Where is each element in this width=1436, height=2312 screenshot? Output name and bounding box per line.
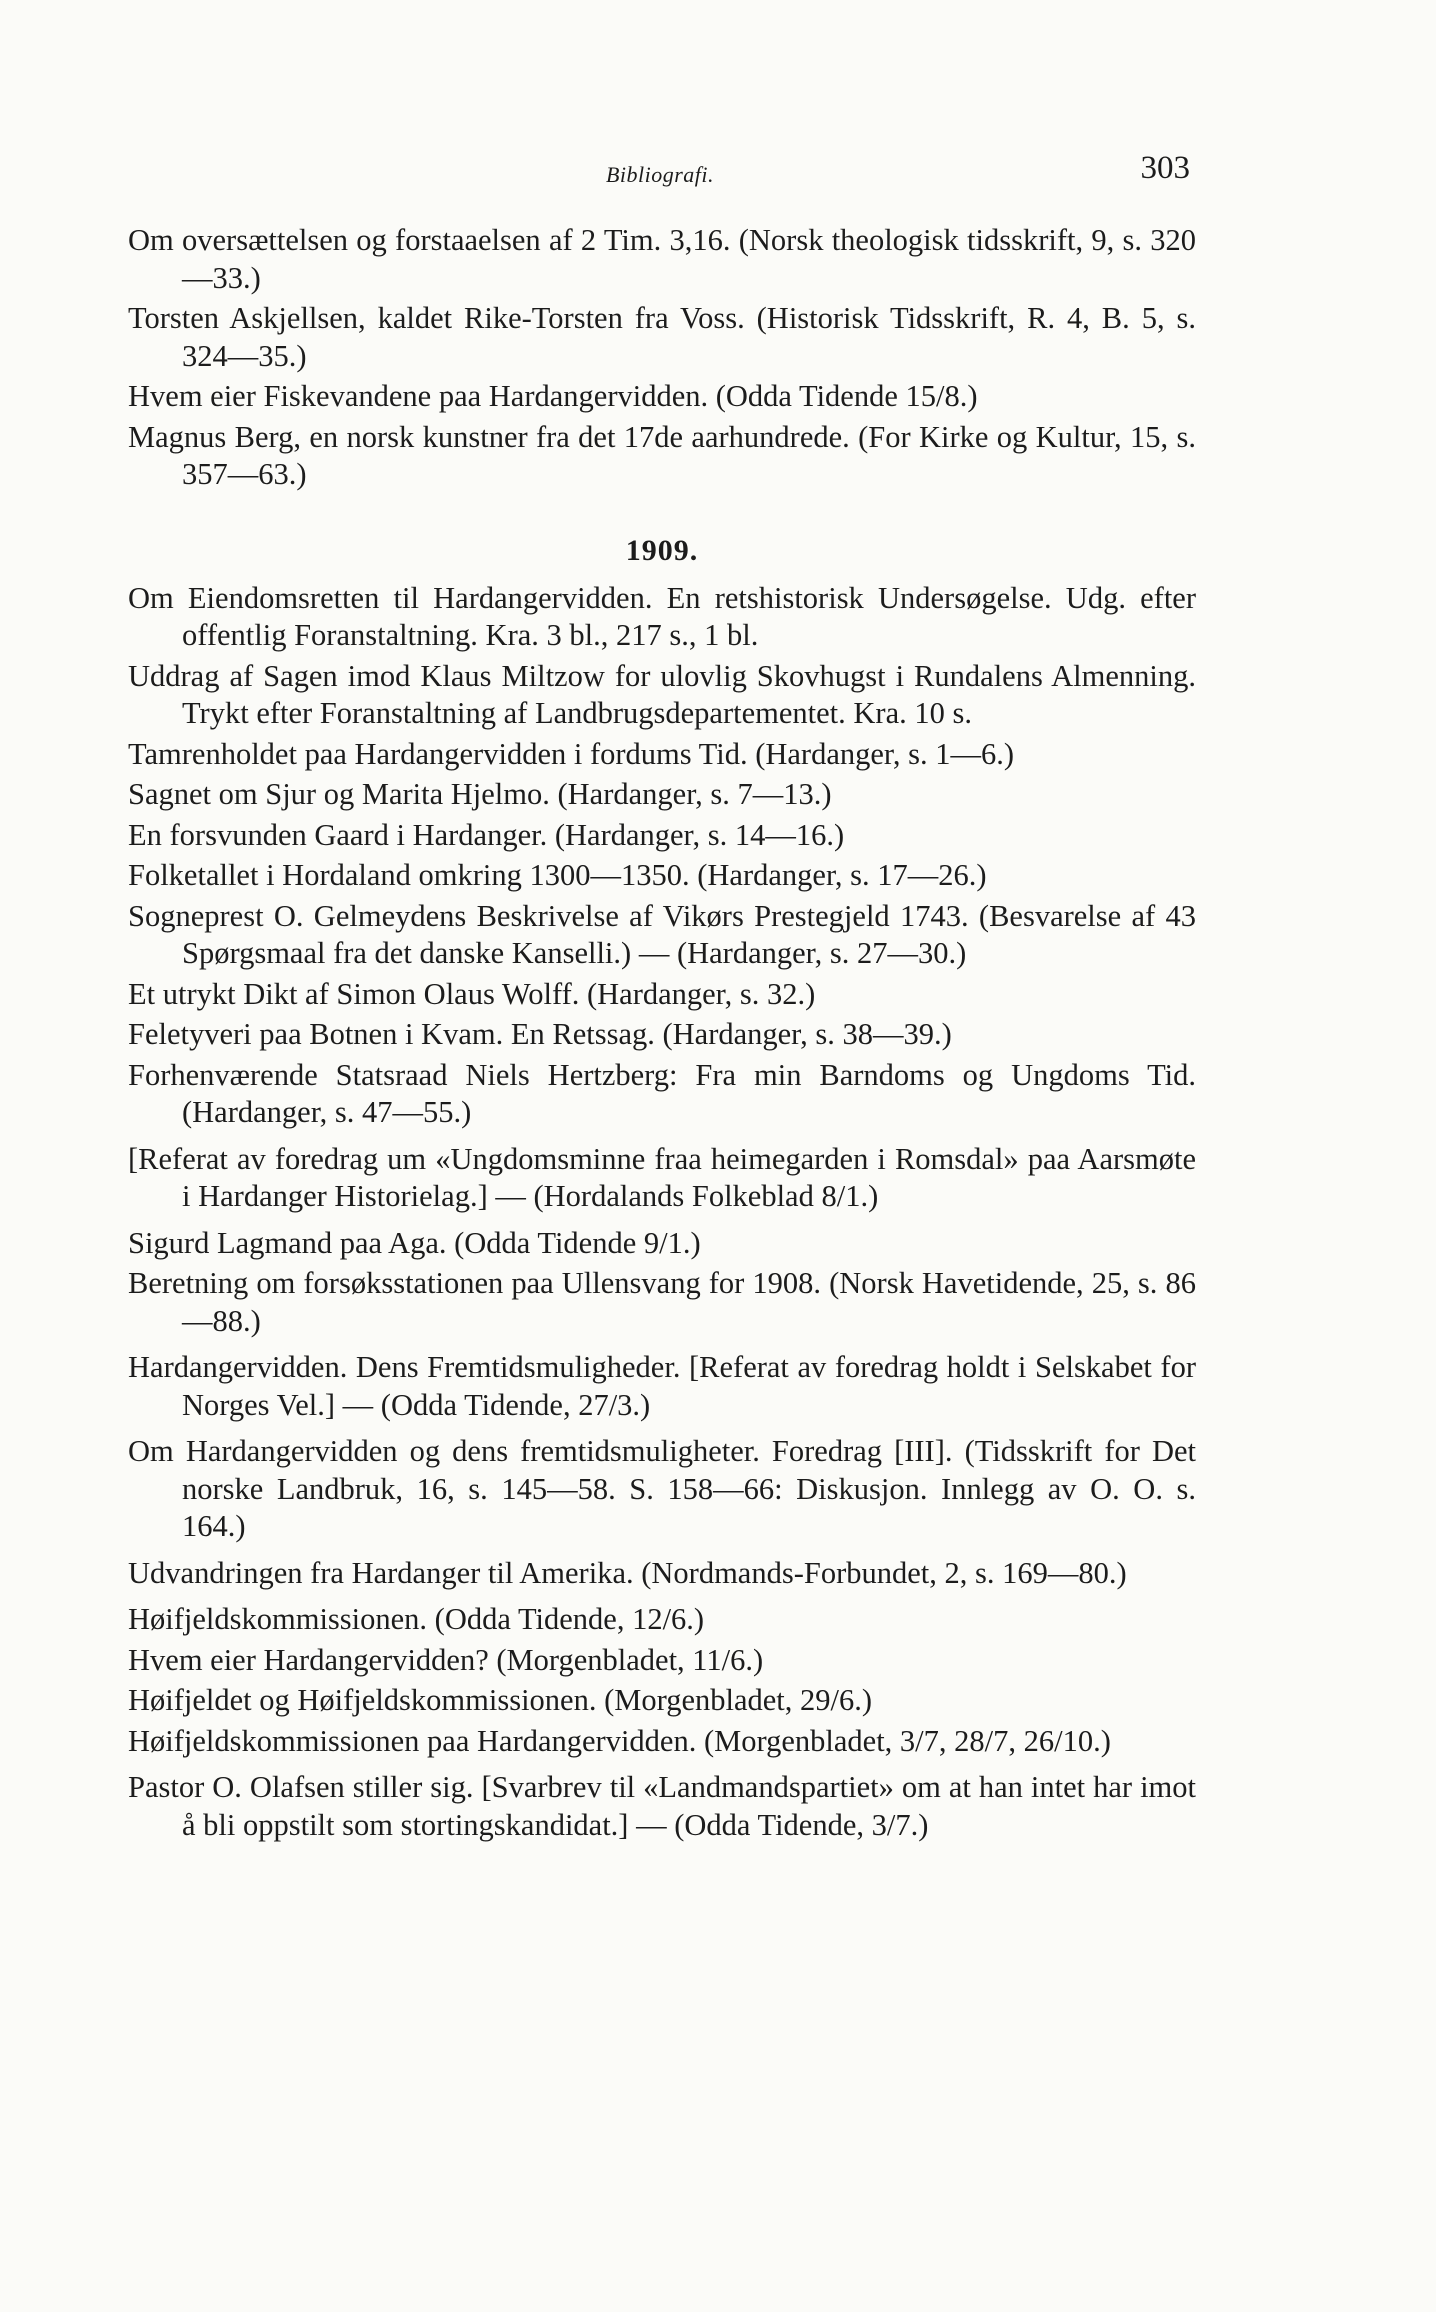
bibliography-entry: Høifjeldskommissionen. (Odda Tidende, 12/6.) <box>128 1602 705 1636</box>
page-number: 303 <box>1140 150 1190 186</box>
bibliography-entry: Om Eiendomsretten til Hardangervidden. En retshistorisk Undersøgelse. Udg. efter offentlig Foranstaltning. Kra. 3 bl., 217 s., 1 bl. <box>128 580 1196 652</box>
bibliography-entry: [Referat av foredrag um «Ungdomsminne fraa heimegarden i Romsdal» paa Aarsmøte i Hardanger Historielag.] — (Hordalands Folkeblad 8/1.) <box>128 1141 1196 1213</box>
bibliography-entry: Feletyveri paa Botnen i Kvam. En Retssag. (Hardanger, s. 38—39.) <box>128 1017 952 1051</box>
running-head <box>130 150 1190 190</box>
bibliography-entry: Forhenværende Statsraad Niels Hertzberg: Fra min Barndoms og Ungdoms Tid. (Hardanger, s. 47—55.) <box>128 1057 1196 1129</box>
bibliography-entry: Høifjeldskommissionen paa Hardangervidden. (Morgenbladet, 3/7, 28/7, 26/10.) <box>128 1723 1111 1758</box>
bibliography-entry: Beretning om forsøksstationen paa Ullensvang for 1908. (Norsk Havetidende, 25, s. 86—88.) <box>128 1266 1196 1338</box>
bibliography-entry: Sigurd Lagmand paa Aga. (Odda Tidende 9/1.) <box>128 1225 701 1260</box>
bibliography-entry: Hvem eier Fiskevandene paa Hardangervidden. (Odda Tidende 15/8.) <box>128 379 978 413</box>
bibliography-entry: Et utrykt Dikt af Simon Olaus Wolff. (Hardanger, s. 32.) <box>128 976 816 1011</box>
bibliography-entry: Tamrenholdet paa Hardangervidden i fordums Tid. (Hardanger, s. 1—6.) <box>128 736 1015 771</box>
bibliography-entry: Magnus Berg, en norsk kunstner fra det 17de aarhundrede. (For Kirke og Kultur, 15, s. 357—63.) <box>128 419 1196 491</box>
bibliography-list <box>128 222 1196 1847</box>
bibliography-entry: Uddrag af Sagen imod Klaus Miltzow for ulovlig Skovhugst i Rundalens Almenning. Trykt efter Foranstaltning af Landbrugsdepartementet. Kra. 10 s. <box>128 658 1196 730</box>
bibliography-entry: Udvandringen fra Hardanger til Amerika. (Nordmands-Forbundet, 2, s. 169—80.) <box>128 1555 1127 1590</box>
bibliography-entry: Sogneprest O. Gelmeydens Beskrivelse af Vikørs Prestegjeld 1743. (Besvarelse af 43 Spørgsmaal fra det danske Kanselli.) — (Hardanger, s. 27—30.) <box>128 898 1196 970</box>
bibliography-entry: En forsvunden Gaard i Hardanger. (Hardanger, s. 14—16.) <box>128 817 845 852</box>
bibliography-entry: Folketallet i Hordaland omkring 1300—1350. (Hardanger, s. 17—26.) <box>128 858 987 892</box>
bibliography-entry: Høifjeldet og Høifjeldskommissionen. (Morgenbladet, 29/6.) <box>128 1683 873 1717</box>
bibliography-entry: Pastor O. Olafsen stiller sig. [Svarbrev til «Landmandspartiet» om at han intet har imot å bli oppstilt som stortingskandidat.] — (Odda Tidende, 3/7.) <box>128 1770 1196 1842</box>
bibliography-entry: Sagnet om Sjur og Marita Hjelmo. (Hardanger, s. 7—13.) <box>128 777 832 811</box>
bibliography-entry: Om Hardangervidden og dens fremtidsmuligheter. Foredrag [III]. (Tidsskrift for Det norske Landbruk, 16, s. 145—58. S. 158—66: Diskusjon. Innlegg av O. O. s. 164.) <box>128 1434 1196 1543</box>
bibliography-entry: Om oversættelsen og forstaaelsen af 2 Tim. 3,16. (Norsk theologisk tidsskrift, 9, s. 320—33.) <box>128 223 1196 295</box>
year-heading: 1909. <box>625 533 699 567</box>
running-title: Bibliografi. <box>605 162 715 187</box>
bibliography-entry: Hardangervidden. Dens Fremtidsmuligheder. [Referat av foredrag holdt i Selskabet for Norges Vel.] — (Odda Tidende, 27/3.) <box>128 1350 1196 1422</box>
bibliography-entry: Torsten Askjellsen, kaldet Rike-Torsten fra Voss. (Historisk Tidsskrift, R. 4, B. 5, s. 324—35.) <box>128 301 1196 373</box>
bibliography-entry: Hvem eier Hardangervidden? (Morgenbladet, 11/6.) <box>128 1642 764 1677</box>
